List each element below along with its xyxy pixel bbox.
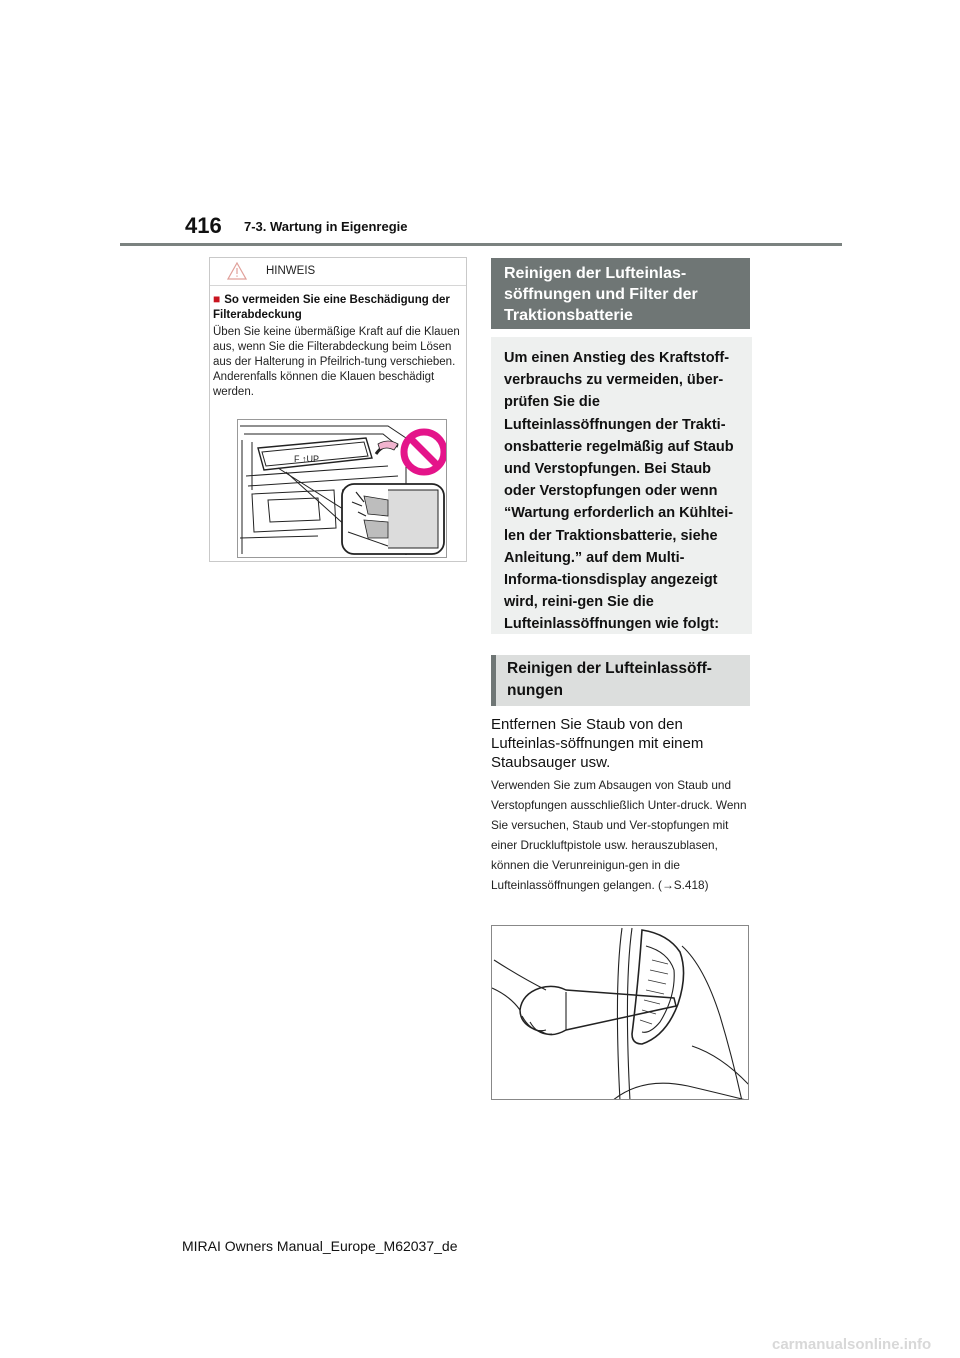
intro-text-box: Um einen Anstieg des Kraftstoff-verbrauchs zu vermeiden, über-prüfen Sie die Lufteinlassöffnungen der Trakti-onsbatterie regelmäßig auf Staub und Verstopfungen. Bei Staub oder Verstopfungen oder wenn “Wartung erforderlich an Kühltei-len der Traktionsbatterie, siehe Anleitung.” auf dem Multi-Informa-tionsdisplay angezeigt wird, reini-gen Sie die Lufteinlassöffnungen wie folgt: [491, 337, 752, 634]
page-number: 416 [185, 213, 222, 238]
instruction-step: Entfernen Sie Staub von den Lufteinlas-söffnungen mit einem Staubsauger usw. [491, 716, 704, 771]
filter-cover-drawing [238, 420, 446, 557]
square-bullet-icon: ■ [213, 292, 221, 306]
warning-triangle-icon [227, 262, 247, 280]
instruction-detail: Verwenden Sie zum Absaugen von Staub und Verstopfungen ausschließlich Unter-druck. Wenn Sie versuchen, Staub und Ver-stopfungen mit einer Druckluftpistole usw. herauszublasen, können die Verunreinigun-gen in die Lufteinlassöffnungen gelangen. (→S.418) [491, 778, 747, 892]
prohibited-sign-icon [404, 432, 444, 472]
notice-header [210, 258, 466, 286]
header-divider [120, 243, 842, 246]
notice-subheading [213, 292, 463, 323]
notice-body: Üben Sie keine übermäßige Kraft auf die Klauen aus, wenn Sie die Filterabdeckung beim Lösen aus der Halterung in Pfeilrich-tung verschieben. Anderenfalls können die Klauen beschädigt werden. [213, 326, 460, 398]
vacuum-cleaner-illustration [491, 925, 749, 1100]
vacuum-cleaner-drawing [492, 926, 749, 1100]
section-heading-air-intake-filter: Reinigen der Lufteinlas-söffnungen und Filter der Traktionsbatterie [491, 258, 750, 329]
section-title: 7-3. Wartung in Eigenregie [244, 219, 408, 234]
filter-cover-illustration [237, 419, 447, 558]
subsection-heading-air-intake: Reinigen der Lufteinlassöff-nungen [491, 655, 750, 706]
footer-manual-id: MIRAI Owners Manual_Europe_M62037_de [182, 1238, 458, 1254]
pink-arrow-icon [378, 441, 398, 450]
notice-label: HINWEIS [266, 265, 316, 277]
claw-detail-inset [342, 484, 444, 554]
figure-label: F ↑UP [294, 454, 320, 464]
notice-subheading-text: So vermeiden Sie eine Beschädigung der Filterabdeckung [213, 294, 450, 321]
notice-box [209, 257, 467, 562]
watermark: carmanualsonline.info [772, 1336, 932, 1353]
